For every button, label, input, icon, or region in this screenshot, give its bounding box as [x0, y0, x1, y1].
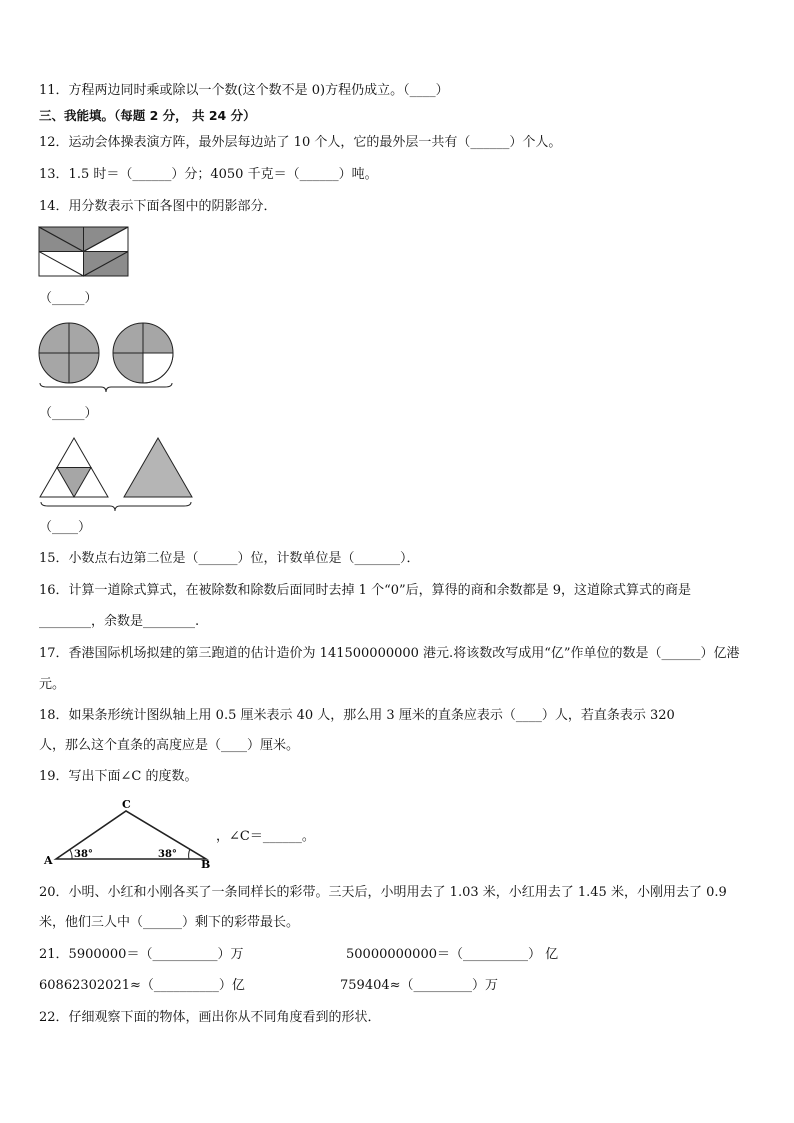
question-17-line-2: 元。 — [39, 677, 66, 692]
question-21-d: 759404≈（_________）万 — [340, 978, 499, 993]
question-22: 22．仔细观察下面的物体，画出你从不同角度看到的形状． — [39, 1010, 381, 1025]
q14-blank-2: （_____） — [39, 406, 98, 421]
vertex-label-a: A — [44, 854, 53, 867]
q14-circles-figure — [37, 321, 177, 393]
question-15: 15．小数点右边第二位是（______）位，计数单位是（_______）． — [39, 551, 420, 566]
angle-label-a: 38° — [74, 849, 93, 860]
angle-label-b: 38° — [158, 849, 177, 860]
question-13: 13．1.5 时＝（______）分；4050 千克＝（______）吨。 — [39, 167, 378, 182]
question-20-line-2: 米，他们三人中（______）剩下的彩带最长。 — [39, 915, 300, 930]
question-21-c: 60862302021≈（__________）亿 — [39, 978, 245, 993]
question-17-line-1: 17．香港国际机场拟建的第三跑道的估计造价为 141500000000 港元.将该数改写成用“亿”作单位的数是（______）亿港 — [39, 646, 740, 661]
question-16-line-2: ________，余数是________. — [39, 614, 200, 629]
question-14: 14．用分数表示下面各图中的阴影部分． — [39, 199, 277, 214]
question-16-line-1: 16．计算一道除式算式，在被除数和除数后面同时去掉 1 个“0”后，算得的商和余数都是 9，这道除式算式的商是 — [39, 583, 692, 598]
vertex-label-b: B — [201, 858, 211, 870]
question-21-b: 50000000000＝（__________） 亿 — [346, 947, 559, 962]
question-18-line-2: 人，那么这个直条的高度应是（____）厘米。 — [39, 738, 300, 753]
question-19: 19．写出下面∠C 的度数。 — [39, 769, 198, 784]
q14-triangles-figure — [38, 436, 196, 512]
q14-blank-1: （_____） — [39, 291, 98, 306]
q14-blank-3: （____） — [39, 520, 92, 535]
q19-triangle-figure — [40, 798, 216, 870]
q14-rectangle-figure — [38, 226, 130, 278]
vertex-label-c: C — [122, 798, 131, 811]
q19-answer: ，∠C＝______。 — [216, 829, 315, 844]
question-12: 12．运动会体操表演方阵，最外层每边站了 10 个人，它的最外层一共有（______）个人。 — [39, 135, 562, 150]
question-20-line-1: 20．小明、小红和小刚各买了一条同样长的彩带。三天后，小明用去了 1.03 米，小红用去了 1.45 米，小刚用去了 0.9 — [39, 885, 727, 900]
section-3-heading: 三、我能填。（每题 2 分， 共 24 分） — [39, 108, 256, 123]
question-11: 11．方程两边同时乘或除以一个数(这个数不是 0)方程仍成立。（____） — [39, 83, 449, 98]
question-21-a: 21．5900000＝（__________）万 — [39, 947, 244, 962]
question-18-line-1: 18．如果条形统计图纵轴上用 0.5 厘米表示 40 人，那么用 3 厘米的直条应表示（____）人，若直条表示 320 — [39, 708, 675, 723]
